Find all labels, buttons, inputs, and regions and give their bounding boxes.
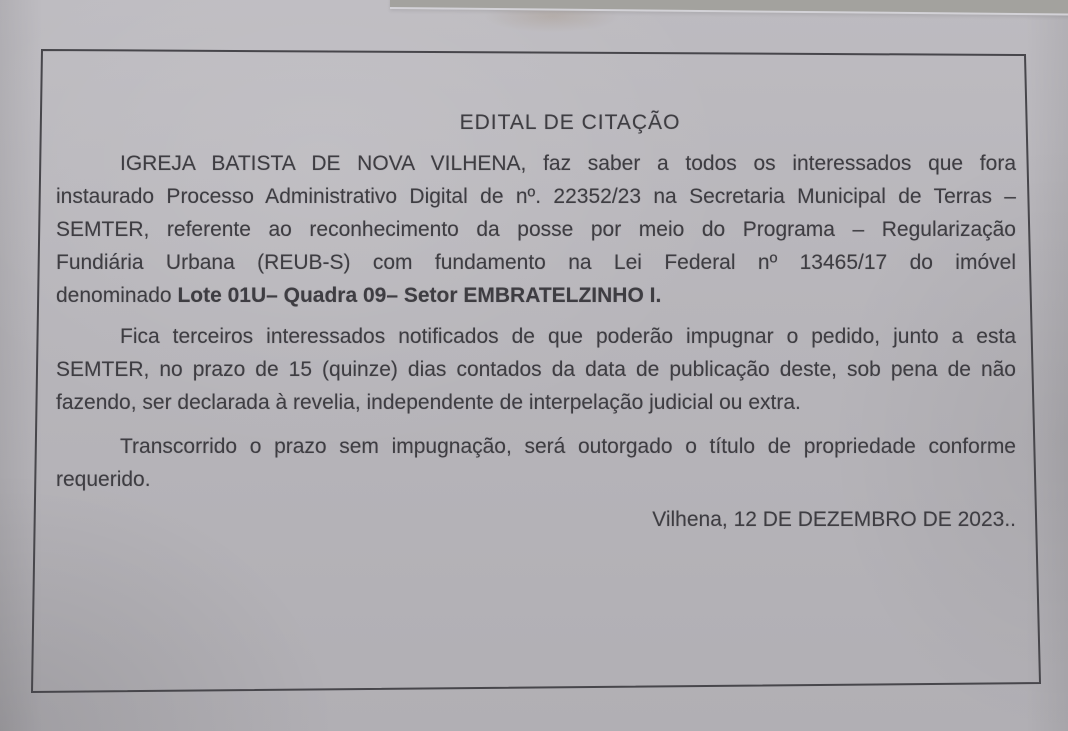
paragraph-opening-line-2: instaurado Processo Administrativo Digital de nº. 22352/23 na Secretaria Municipal de Terras –: [56, 185, 1016, 208]
document-content: [56, 106, 1016, 536]
paragraph-deadline-line-1: Transcorrido o prazo sem impugnação, será outorgado o título de propriedade conforme: [120, 435, 1016, 458]
paragraph-notification-line-1: Fica terceiros interessados notificados de que poderão impugnar o pedido, junto a esta: [120, 325, 1016, 348]
paragraph-opening: [56, 147, 1016, 312]
property-designation-prefix: denominado: [56, 284, 178, 307]
property-designation-bold: Lote 01U– Quadra 09– Setor EMBRATELZINHO I.: [177, 284, 662, 307]
paragraph-deadline: [56, 430, 1016, 496]
paragraph-deadline-line-2: requerido.: [56, 468, 151, 491]
paragraph-opening-line-5: [56, 279, 1016, 312]
paragraph-notification: [56, 320, 1016, 419]
paragraph-opening-line-4: Fundiária Urbana (REUB-S) com fundamento na Lei Federal nº 13465/17 do imóvel: [56, 251, 1016, 274]
dateline: Vilhena, 12 DE DEZEMBRO DE 2023..: [652, 508, 1016, 531]
document-title: EDITAL DE CITAÇÃO: [459, 111, 681, 134]
paragraph-notification-line-2: SEMTER, no prazo de 15 (quinze) dias contados da data de publicação deste, sob pena de não: [56, 358, 1016, 381]
paragraph-opening-line-1: IGREJA BATISTA DE NOVA VILHENA, faz saber a todos os interessados que fora: [120, 152, 1016, 175]
paragraph-opening-line-3: SEMTER, referente ao reconhecimento da posse por meio do Programa – Regularização: [56, 218, 1016, 241]
paragraph-notification-line-3: fazendo, ser declarada à revelia, independente de interpelação judicial ou extra.: [56, 391, 801, 414]
